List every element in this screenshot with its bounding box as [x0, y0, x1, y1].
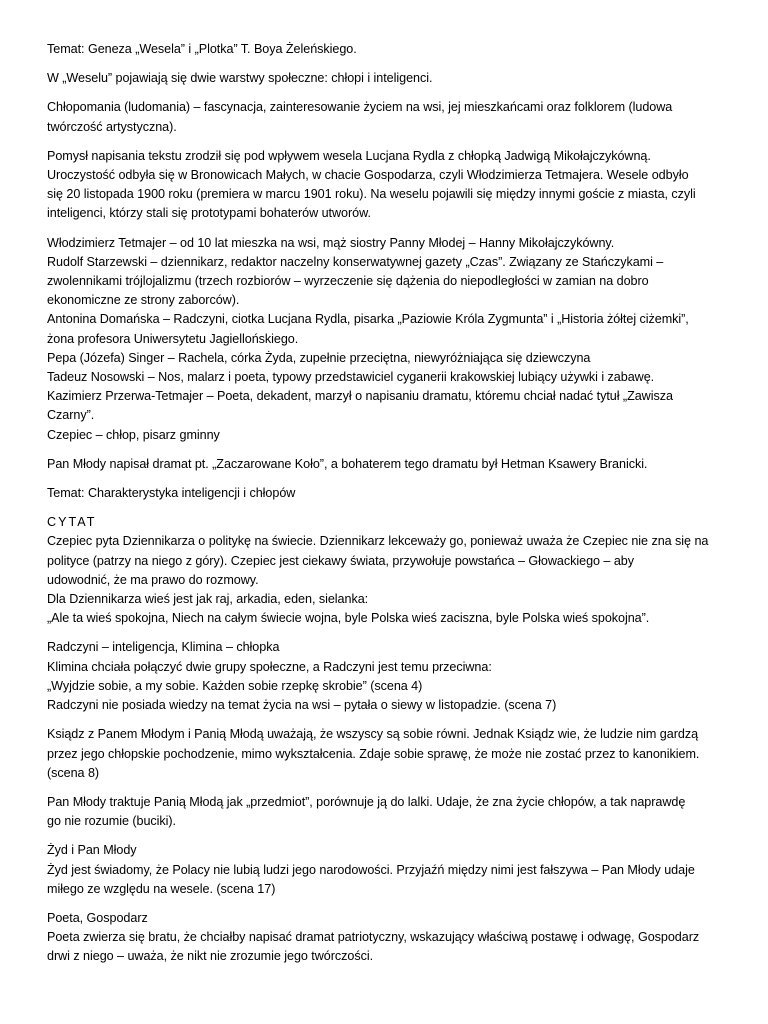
text-line: Antonina Domańska – Radczyni, ciotka Lucjana Rydla, pisarka „Paziowie Króla Zygmunta” i „Historia żółtej ciżemki”, [47, 312, 689, 327]
text-line: żona profesora Uniwersytetu Jagiellońskiego. [47, 331, 299, 346]
text-line: Czarny”. [47, 408, 95, 423]
text-line: Temat: Geneza „Wesela” i „Plotka” T. Boya Żeleńskiego. [47, 42, 357, 56]
text-line: Żyd jest świadomy, że Polacy nie lubią ludzi jego narodowości. Przyjaźń między nimi jest fałszywa – Pan Młody udaje [47, 862, 695, 877]
text-line: twórczość artystyczna). [47, 119, 177, 134]
text-line: Uroczystość odbyła się w Bronowicach Małych, w chacie Gospodarza, czyli Włodzimierza Tetmajera. Wesele odbyło [47, 168, 689, 183]
paragraph-chlopomania [47, 98, 718, 136]
text-line: inteligenci, którzy stali się prototypami bohaterów utworów. [47, 206, 371, 221]
text-line: go nie rozumie (buciki). [47, 814, 176, 829]
text-line: się 20 listopada 1900 roku (premiera w marcu 1901 roku). Na weselu pojawili się między innymi goście z miasta, czyli [47, 187, 696, 202]
paragraph-origin [47, 147, 718, 224]
text-line: ekonomiczne ze strony zaborców). [47, 293, 240, 308]
text-line: miłego ze względu na wesele. (scena 17) [47, 881, 276, 896]
text-line: zwolennikami trójlojalizmu (trzech rozbiorów – wyrzeczenie się dążenia do niepodległości w zamian na dobro [47, 274, 649, 289]
text-line: Poeta, Gospodarz [47, 910, 148, 925]
text-line: Ksiądz z Panem Młodym i Panią Młodą uważają, że wszyscy są sobie równi. Jednak Ksiądz wie, że ludzie nim gardzą [47, 727, 699, 742]
paragraph-social-layers [47, 69, 718, 88]
paragraph-pan-mlody [47, 793, 718, 831]
text-line: polityce (patrzy na niego z góry). Czepiec jest ciekawy świata, przywołuje powstańca – Głowackiego – aby [47, 553, 634, 568]
text-line: Chłopomania (ludomania) – fascynacja, zainteresowanie życiem na wsi, jej mieszkańcami oraz folklorem (ludowa [47, 100, 673, 115]
paragraph-radczyni-klimina [47, 638, 718, 715]
text-line: Włodzimierz Tetmajer – od 10 lat mieszka na wsi, mąż siostry Panny Młodej – Hanny Mikołajczykówny. [47, 235, 615, 250]
topic-heading-2 [47, 484, 718, 503]
text-line: Tadeuz Nosowski – Nos, malarz i poeta, typowy przedstawiciel cyganerii krakowskiej lubiący używki i zabawę. [47, 370, 655, 385]
text-line: „Wyjdzie sobie, a my sobie. Każden sobie rzepkę skrobie” (scena 4) [47, 678, 423, 693]
text-line: Kazimierz Przerwa-Tetmajer – Poeta, dekadent, marzył o napisaniu dramatu, któremu chciał nadać tytuł „Zawisza [47, 389, 673, 404]
text-line: Pomysł napisania tekstu zrodził się pod wpływem wesela Lucjana Rydla z chłopką Jadwigą Mikołajczykówną. [47, 148, 651, 163]
text-line: Radczyni nie posiada wiedzy na temat życia na wsi – pytała o siewy w listopadzie. (scena 7) [47, 698, 557, 713]
paragraph-characters [47, 234, 718, 445]
text-line: udowodnić, że ma prawo do rozmowy. [47, 572, 259, 587]
text-line: Temat: Charakterystyka inteligencji i chłopów [47, 486, 296, 501]
paragraph-poeta [47, 909, 718, 967]
cytat-heading: CYTAT [47, 515, 97, 530]
text-line: Pan Młody traktuje Panią Młodą jak „przedmiot”, porównuje ją do lalki. Udaje, że zna życie chłopów, a tak naprawdę [47, 794, 686, 809]
text-line: Pepa (Józefa) Singer – Rachela, córka Żyda, zupełnie przeciętna, niewyróżniająca się dziewczyna [47, 350, 591, 365]
paragraph-ksiadz [47, 725, 718, 783]
text-line: Pan Młody napisał dramat pt. „Zaczarowane Koło”, a bohaterem tego dramatu był Hetman Ksawery Branicki. [47, 456, 648, 471]
text-line: przez jego chłopskie pochodzenie, mimo wykształcenia. Zdaje sobie sprawę, że może nie zostać przez to kanonikiem. [47, 746, 700, 761]
paragraph-pan-mlody-drama [47, 455, 718, 474]
text-line: Rudolf Starzewski – dziennikarz, redaktor naczelny konserwatywnej gazety „Czas”. Związany ze Stańczykami – [47, 254, 664, 269]
text-line: Poeta zwierza się bratu, że chciałby napisać dramat patriotyczny, wskazujący właściwą postawę i odwagę, Gospodarz [47, 930, 700, 945]
text-line: Klimina chciała połączyć dwie grupy społeczne, a Radczyni jest temu przeciwna: [47, 659, 492, 674]
text-line: Dla Dziennikarza wieś jest jak raj, arkadia, eden, sielanka: [47, 592, 369, 607]
text-line: (scena 8) [47, 765, 100, 780]
paragraph-zyd [47, 841, 718, 899]
text-line: Czepiec – chłop, pisarz gminny [47, 427, 220, 442]
text-line: W „Weselu” pojawiają się dwie warstwy społeczne: chłopi i inteligenci. [47, 71, 433, 86]
paragraph-cytat [47, 513, 718, 628]
text-line: „Ale ta wieś spokojna, Niech na całym świecie wojna, byle Polska wieś zaciszna, byle Polska wieś spokojna”. [47, 611, 650, 626]
topic-heading-1 [47, 40, 718, 59]
text-line: drwi z niego – uważa, że nikt nie zrozumie jego twórczości. [47, 949, 374, 964]
text-line: Czepiec pyta Dziennikarza o politykę na świecie. Dziennikarz lekceważy go, ponieważ uważa że Czepiec nie zna się na [47, 534, 709, 549]
text-line: Żyd i Pan Młody [47, 843, 137, 858]
text-line: Radczyni – inteligencja, Klimina – chłopka [47, 640, 280, 655]
